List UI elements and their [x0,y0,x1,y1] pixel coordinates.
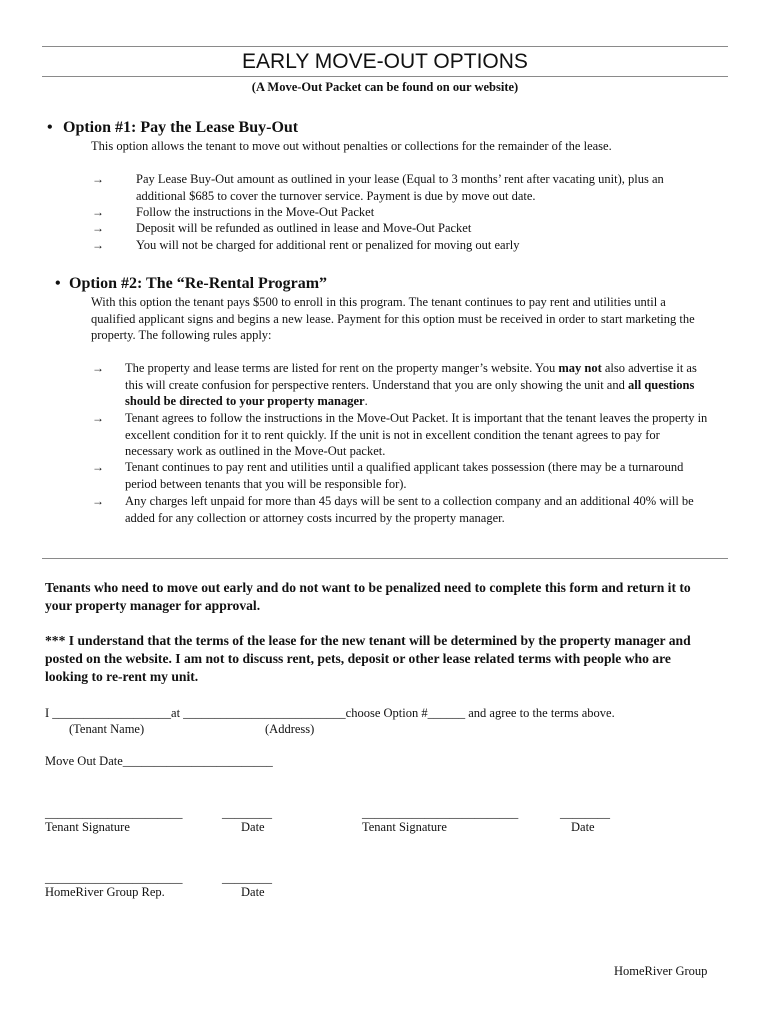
option1-item: You will not be charged for additional rent or penalized for moving out early [136,238,520,252]
title-rule [42,76,728,77]
date-line[interactable]: ________ [560,806,610,820]
option1-intro: This option allows the tenant to move out without penalties or collections for the remainder of the lease. [91,139,612,153]
option1-heading: Option #1: Pay the Lease Buy-Out [63,119,299,136]
date-label: Date [241,885,265,899]
arrow-icon: → [92,361,104,375]
option1-item: Pay Lease Buy-Out amount as outlined in your lease (Equal to 3 months’ rent after vacating unit), plus an additional $685 to cover the turnover service. Payment is due by move out date. [136,172,664,203]
move-out-date-field[interactable]: Move Out Date________________________ [45,754,273,768]
notice-paragraph: Tenants who need to move out early and do not want to be penalized need to complete this form and return it to your property manager for approval. [45,580,691,613]
top-rule [42,46,728,47]
agreement-line[interactable]: I ___________________at __________________________choose Option #______ and agree to the terms above. [45,706,615,720]
tenant-signature-label: Tenant Signature [45,820,130,834]
page-subtitle: (A Move-Out Packet can be found on our website) [251,80,519,94]
arrow-icon: → [92,221,104,235]
date-label: Date [571,820,595,834]
arrow-icon: → [92,494,104,508]
option1-item: Deposit will be refunded as outlined in lease and Move-Out Packet [136,221,472,235]
option1-item: Follow the instructions in the Move-Out Packet [136,205,375,219]
date-label: Date [241,820,265,834]
date-line[interactable]: ________ [222,871,272,885]
tenant-signature-label: Tenant Signature [362,820,447,834]
option2-heading: Option #2: The “Re-Rental Program” [69,275,328,292]
tenant-signature-line[interactable]: _________________________ [362,806,519,820]
arrow-icon: → [92,460,104,474]
option2-item: Tenant agrees to follow the instructions in the Move-Out Packet. It is important that the tenant leaves the property in excellent condition for it to rent quickly. If the unit is not in excellent condition the tenant agrees to pay for necessary work as outlined in the Move-Out packet. [125,411,708,458]
date-line[interactable]: ________ [222,806,272,820]
option2-item: Any charges left unpaid for more than 45 days will be sent to a collection company and an additional 40% will be added for any collection or attorney costs incurred by the property manager. [125,494,694,525]
tenant-signature-line[interactable]: ______________________ [45,806,183,820]
footer-company: HomeRiver Group [614,964,708,978]
arrow-icon: → [92,205,104,219]
rep-signature-line[interactable]: ______________________ [45,871,183,885]
section-rule [42,558,728,559]
acknowledgement-paragraph: *** I understand that the terms of the lease for the new tenant will be determined by the property manager and posted on the website. I am not to discuss rent, pets, deposit or other lease related terms with people who are looking to re-rent my unit. [45,633,691,684]
arrow-icon: → [92,238,104,252]
arrow-icon: → [92,411,104,425]
option1-bullet: • [47,119,53,136]
tenant-name-label: (Tenant Name) [69,722,145,736]
rep-label: HomeRiver Group Rep. [45,885,165,899]
option2-bullet: • [55,275,61,292]
option2-item: Tenant continues to pay rent and utilities until a qualified applicant takes possession (there may be a turnaround period between tenants that you will be responsible for). [125,460,684,491]
page-title: EARLY MOVE-OUT OPTIONS [242,50,528,73]
address-label: (Address) [265,722,315,736]
option2-item: The property and lease terms are listed for rent on the property manger’s website. You may not also advertise it as this will create confusion for perspective renters. Understand that you are only showing the unit and all questions should be directed to your property manager. [125,361,697,408]
arrow-icon: → [92,172,104,186]
option2-intro: With this option the tenant pays $500 to enroll in this program. The tenant continues to pay rent and utilities until a qualified applicant signs and begins a new lease. Payment for this option must be received in order to start marketing the property. The following rules apply: [91,295,695,342]
